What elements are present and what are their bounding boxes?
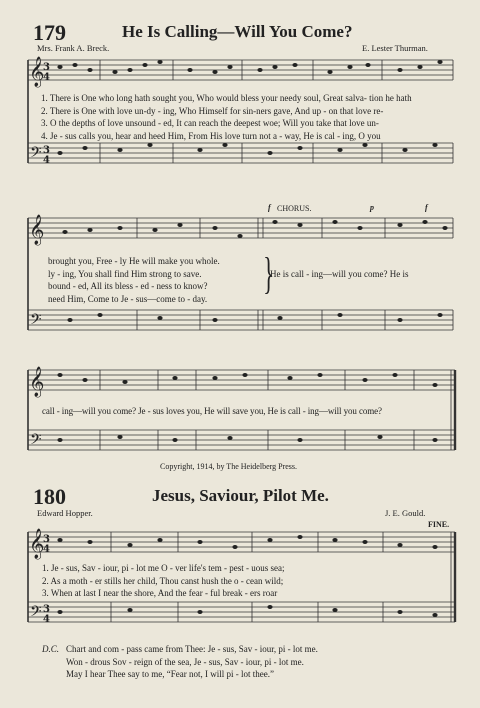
verses-180	[42, 562, 284, 600]
verse-lines	[41, 92, 412, 142]
verse-4: 4. Je - sus calls you, hear and heed Him, From His love turn not a - way, He is cal - ing, O you	[41, 130, 381, 141]
copyright: Copyright, 1914, by The Heidelberg Press.	[160, 462, 298, 471]
brace: }	[263, 249, 274, 298]
verse-cont-3: bound - ed, All its bless - ed - ness to know?	[48, 281, 208, 291]
hymn-title: He Is Calling—Will You Come?	[122, 22, 353, 41]
svg-text:4: 4	[43, 544, 50, 555]
svg-text:3: 3	[43, 62, 50, 73]
hymn-composer-180: J. E. Gould.	[385, 508, 426, 518]
verse-180-1: 1. Je - sus, Sav - iour, pi - lot me O - ver life's tem - pest - uous sea;	[42, 563, 285, 573]
chorus-line-1: He is call - ing—will you come? He is	[270, 269, 409, 279]
verse-continuation	[48, 255, 220, 305]
chorus-line-2: call - ing—will you come? Je - sus loves you, He will save you, He is call - ing—will you come?	[42, 406, 382, 416]
svg-text:𝄢: 𝄢	[30, 311, 42, 332]
svg-text:𝄢: 𝄢	[30, 603, 42, 624]
svg-text:𝄞: 𝄞	[29, 215, 45, 245]
dynamic-forte: f	[268, 203, 271, 212]
hymn-author-180: Edward Hopper.	[37, 508, 93, 518]
hymn-composer: E. Lester Thurman.	[362, 43, 428, 53]
svg-text:4: 4	[43, 155, 50, 166]
svg-text:𝄢: 𝄢	[30, 144, 42, 165]
svg-text:𝄞: 𝄞	[29, 367, 45, 397]
hymn-title-180: Jesus, Saviour, Pilot Me.	[152, 486, 329, 505]
fine-marker: FINE.	[428, 520, 450, 529]
chorus-label: CHORUS.	[277, 204, 312, 213]
verse-1: 1. There is One who long hath sought you, Who would bless your needy soul, Great salva- tion he hath	[41, 93, 412, 103]
refrain-180-3: May I hear Thee say to me, “Fear not, I will pi - lot thee.”	[66, 669, 275, 679]
dc-marker: D.C.	[42, 644, 60, 654]
dynamic-forte-2: f	[425, 203, 428, 212]
dynamic-piano: p	[370, 203, 374, 212]
svg-text:𝄞: 𝄞	[29, 57, 45, 87]
svg-text:𝄢: 𝄢	[30, 431, 42, 452]
refrain-180-2: Won - drous Sov - reign of the sea, Je - sus, Sav - iour, pi - lot me.	[66, 656, 304, 667]
svg-text:3: 3	[43, 534, 50, 545]
hymn-number-180: 180	[33, 484, 66, 509]
verse-3: 3. O the depths of love unsound - ed, It can reach the deepest woe; Will you take that love un-	[41, 118, 379, 128]
verse-180-3: 3. When at last I near the shore, And the fear - ful break - ers roar	[42, 588, 278, 598]
svg-text:4: 4	[43, 72, 50, 83]
hymn-author: Mrs. Frank A. Breck.	[37, 43, 110, 53]
verse-cont-2: ly - ing, You shall find Him strong to save.	[48, 268, 202, 279]
verse-2: 2. There is One with love un-dy - ing, Who Himself for sin-ners gave, And up - on that love re-	[41, 105, 384, 116]
refrain-180	[66, 643, 318, 681]
svg-text:3: 3	[43, 604, 50, 615]
hymn-number: 179	[33, 20, 66, 45]
verse-cont-1: brought you, Free - ly He will make you whole.	[48, 256, 220, 266]
verse-180-2: 2. As a moth - er stills her child, Thou canst hush the o - cean wild;	[42, 575, 284, 586]
svg-text:3: 3	[43, 145, 50, 156]
svg-text:𝄞: 𝄞	[29, 529, 45, 559]
verse-cont-4: need Him, Come to Je - sus—come to - day.	[48, 293, 208, 304]
svg-text:4: 4	[43, 614, 50, 625]
refrain-180-1: Chart and com - pass came from Thee: Je - sus, Sav - iour, pi - lot me.	[66, 644, 318, 654]
